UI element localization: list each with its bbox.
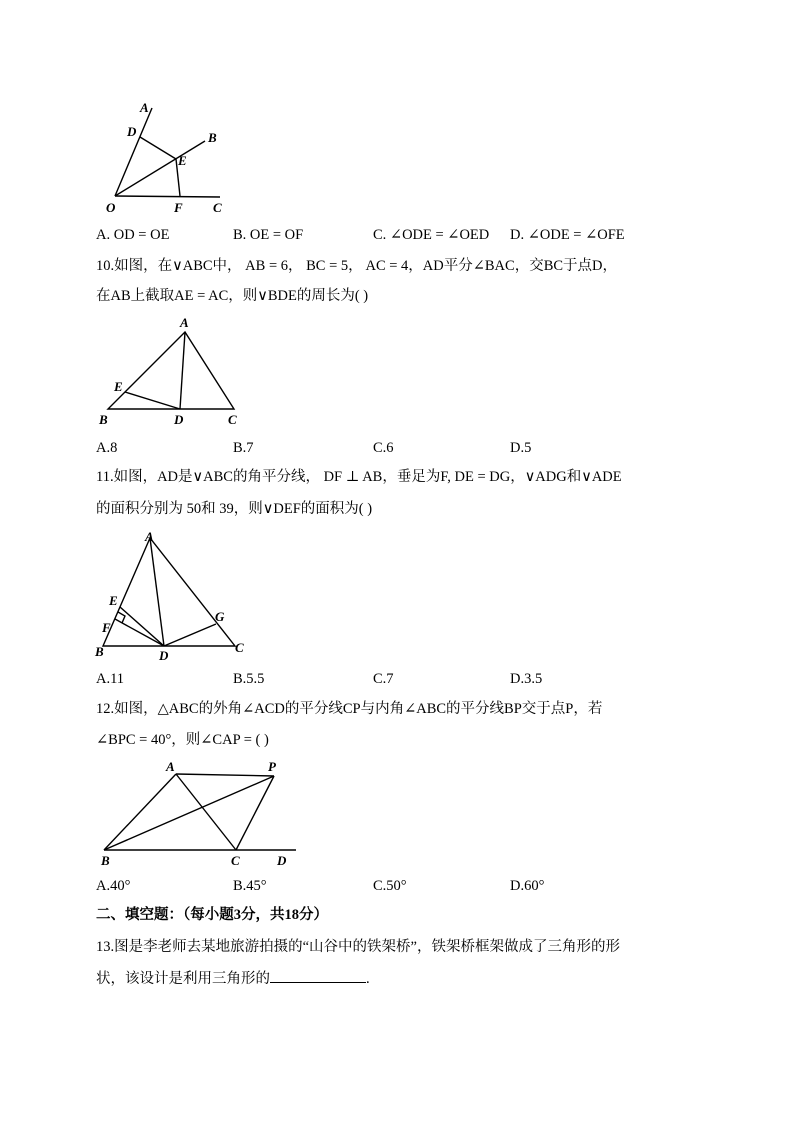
segment-de	[120, 607, 164, 646]
label-b: B	[208, 130, 217, 145]
label-b: B	[95, 644, 104, 659]
q9-option-c[interactable]: C. ∠ODE = ∠OED	[373, 227, 490, 243]
label-d: D	[127, 124, 137, 139]
label-b: B	[99, 412, 108, 427]
q13-stem-line1: 13.图是李老师去某地旅游拍摄的“山谷中的铁架桥”，铁架桥框架做成了三角形的形	[96, 939, 620, 955]
q10-option-c[interactable]: C.6	[373, 440, 394, 456]
segment-cp	[236, 776, 274, 850]
q13-period: .	[366, 971, 370, 987]
label-a: A	[140, 100, 149, 115]
q12-options	[96, 876, 696, 896]
q11-option-b[interactable]: B.5.5	[233, 671, 265, 687]
q12-stem-line2: ∠BPC = 40°，则∠CAP = ( )	[96, 732, 269, 748]
segment-ap	[176, 774, 274, 776]
q11-stem-line1: 11.如图，AD是∨ABC的角平分线， DF ⊥ AB，垂足为F, DE = DG，∨ADG和∨ADE	[96, 469, 622, 485]
q12-option-b[interactable]: B.45°	[233, 878, 267, 894]
q10-stem-line1: 10.如图，在∨ABC中， AB = 6， BC = 5， AC = 4，AD平分∠BAC，交BC于点D，	[96, 258, 618, 274]
q9-option-d[interactable]: D. ∠ODE = ∠OFE	[510, 227, 625, 243]
label-c: C	[231, 853, 240, 868]
q10-figure	[96, 314, 246, 430]
segment-de	[140, 137, 176, 159]
label-c: C	[228, 412, 237, 427]
q12-figure	[96, 758, 306, 870]
q11-option-c[interactable]: C.7	[373, 671, 394, 687]
label-g: G	[215, 609, 225, 624]
q10-stem-line2: 在AB上截取AE = AC，则∨BDE的周长为( )	[96, 288, 369, 304]
label-d: D	[277, 853, 287, 868]
q11-options	[96, 669, 696, 689]
label-c: C	[235, 640, 244, 655]
q10-option-a[interactable]: A.8	[96, 440, 118, 456]
q13-stem-text: 状，该设计是利用三角形的	[96, 971, 270, 987]
label-e: E	[109, 593, 118, 608]
triangle-abc	[108, 332, 234, 409]
q9-figure	[100, 96, 240, 218]
q11-option-a[interactable]: A.11	[96, 671, 125, 687]
segment-ad	[180, 332, 185, 409]
q12-stem-line1: 12.如图，△ABC的外角∠ACD的平分线CP与内角∠ABC的平分线BP交于点P，若	[96, 701, 603, 717]
q11-stem-line2: 的面积分别为 50和 39，则∨DEF的面积为( )	[96, 501, 373, 517]
label-f: F	[102, 620, 111, 635]
ray-oa	[115, 108, 152, 196]
label-e: E	[178, 153, 187, 168]
q9-option-a[interactable]: A. OD = OE	[96, 227, 170, 243]
q10-option-d[interactable]: D.5	[510, 440, 532, 456]
q12-option-d[interactable]: D.60°	[510, 878, 545, 894]
segment-ed	[125, 392, 180, 409]
q9-options	[96, 225, 696, 245]
label-a: A	[180, 315, 189, 330]
segment-ac	[176, 774, 236, 850]
section-title-fill-in: 二、填空题：（每小题3分，共18分）	[96, 907, 328, 923]
segment-dg	[164, 624, 216, 646]
q11-figure	[92, 528, 252, 663]
q13-answer-blank[interactable]	[270, 968, 366, 983]
label-a: A	[166, 759, 175, 774]
triangle-abc	[103, 538, 235, 646]
segment-ba	[104, 774, 176, 850]
ray-oc	[115, 196, 220, 197]
label-p: P	[268, 759, 276, 774]
q11-option-d[interactable]: D.3.5	[510, 671, 543, 687]
label-e: E	[114, 379, 123, 394]
label-a: A	[145, 529, 154, 544]
label-d: D	[174, 412, 184, 427]
q13-stem-line2	[96, 968, 370, 989]
q10-option-b[interactable]: B.7	[233, 440, 254, 456]
q12-option-c[interactable]: C.50°	[373, 878, 407, 894]
label-d: D	[159, 648, 169, 663]
label-c: C	[213, 200, 222, 215]
q12-option-a[interactable]: A.40°	[96, 878, 131, 894]
segment-bp	[104, 776, 274, 850]
q10-options	[96, 438, 696, 458]
label-f: F	[174, 200, 183, 215]
label-o: O	[106, 200, 116, 215]
label-b: B	[101, 853, 110, 868]
q9-option-b[interactable]: B. OE = OF	[233, 227, 304, 243]
